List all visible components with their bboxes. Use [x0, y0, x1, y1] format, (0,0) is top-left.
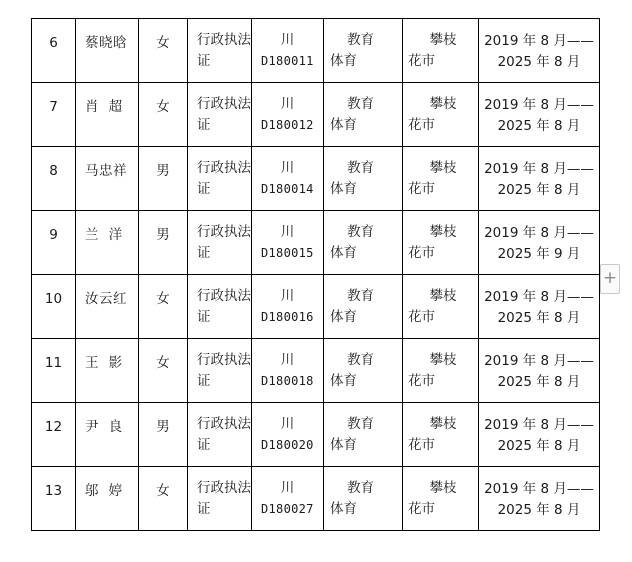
department-cell	[324, 275, 403, 339]
add-row-button[interactable]: +	[600, 264, 620, 294]
department: 教育 体育	[330, 288, 375, 325]
name-cell	[76, 19, 139, 83]
certificate-cell	[188, 19, 252, 83]
certificate-number-cell	[252, 467, 324, 531]
validity-cell	[479, 467, 600, 531]
certificate-number-cell	[252, 275, 324, 339]
officer-name: 马忠祥	[85, 163, 127, 179]
valid-to: 2025 年 8 月	[497, 502, 581, 518]
officer-sex: 男	[156, 163, 170, 179]
table-row	[32, 403, 600, 467]
officer-sex: 女	[156, 483, 170, 499]
name-cell	[76, 403, 139, 467]
valid-from: 2019 年 8 月——	[484, 225, 594, 241]
certificate-province: 川	[280, 480, 295, 496]
sex-cell	[139, 339, 188, 403]
certificate-number: D180016	[261, 310, 314, 324]
department: 教育 体育	[330, 352, 375, 389]
region-cell	[403, 275, 479, 339]
officer-sex: 女	[156, 35, 170, 51]
officer-name: 王 影	[85, 355, 123, 371]
department-cell	[324, 339, 403, 403]
validity-cell	[479, 19, 600, 83]
sex-cell	[139, 403, 188, 467]
certificate-type: 行政执法证	[197, 224, 251, 261]
name-cell	[76, 211, 139, 275]
validity-cell	[479, 339, 600, 403]
department: 教育 体育	[330, 480, 375, 517]
department: 教育 体育	[330, 32, 375, 69]
region: 攀枝 花市	[408, 160, 457, 197]
region-cell	[403, 19, 479, 83]
table-row	[32, 211, 600, 275]
valid-from: 2019 年 8 月——	[484, 161, 594, 177]
certificate-province: 川	[280, 224, 295, 240]
region: 攀枝 花市	[408, 480, 457, 517]
certificate-type: 行政执法证	[197, 352, 251, 389]
valid-from: 2019 年 8 月——	[484, 33, 594, 49]
officer-table	[31, 18, 600, 531]
valid-to: 2025 年 8 月	[497, 438, 581, 454]
department-cell	[324, 467, 403, 531]
valid-to: 2025 年 8 月	[497, 54, 581, 70]
officer-sex: 女	[156, 99, 170, 115]
certificate-type: 行政执法证	[197, 160, 251, 197]
region: 攀枝 花市	[408, 32, 457, 69]
validity-cell	[479, 275, 600, 339]
certificate-cell	[188, 147, 252, 211]
row-index: 10	[32, 275, 76, 339]
validity-cell	[479, 147, 600, 211]
valid-to: 2025 年 8 月	[497, 182, 581, 198]
certificate-province: 川	[280, 32, 295, 48]
valid-from: 2019 年 8 月——	[484, 481, 594, 497]
department: 教育 体育	[330, 96, 375, 133]
certificate-province: 川	[280, 96, 295, 112]
region: 攀枝 花市	[408, 352, 457, 389]
department-cell	[324, 403, 403, 467]
valid-to: 2025 年 9 月	[497, 246, 581, 262]
validity-cell	[479, 83, 600, 147]
sex-cell	[139, 19, 188, 83]
valid-to: 2025 年 8 月	[497, 310, 581, 326]
certificate-cell	[188, 275, 252, 339]
table-row	[32, 339, 600, 403]
officer-sex: 女	[156, 355, 170, 371]
row-index: 13	[32, 467, 76, 531]
valid-to: 2025 年 8 月	[497, 118, 581, 134]
validity-cell	[479, 211, 600, 275]
officer-name: 邬 婷	[85, 483, 123, 499]
certificate-cell	[188, 403, 252, 467]
certificate-number-cell	[252, 147, 324, 211]
certificate-cell	[188, 83, 252, 147]
certificate-number: D180014	[261, 182, 314, 196]
region-cell	[403, 403, 479, 467]
certificate-province: 川	[280, 352, 295, 368]
certificate-type: 行政执法证	[197, 32, 251, 69]
certificate-number-cell	[252, 403, 324, 467]
officer-sex: 男	[156, 419, 170, 435]
officer-name: 兰 洋	[85, 227, 123, 243]
table-row	[32, 83, 600, 147]
sex-cell	[139, 211, 188, 275]
table-row	[32, 275, 600, 339]
region: 攀枝 花市	[408, 416, 457, 453]
table-row	[32, 19, 600, 83]
department: 教育 体育	[330, 416, 375, 453]
name-cell	[76, 467, 139, 531]
certificate-number-cell	[252, 211, 324, 275]
certificate-number: D180015	[261, 246, 314, 260]
sex-cell	[139, 467, 188, 531]
row-index: 11	[32, 339, 76, 403]
validity-cell	[479, 403, 600, 467]
certificate-type: 行政执法证	[197, 480, 251, 517]
sex-cell	[139, 83, 188, 147]
certificate-number-cell	[252, 83, 324, 147]
row-index: 8	[32, 147, 76, 211]
certificate-type: 行政执法证	[197, 416, 251, 453]
certificate-number-cell	[252, 339, 324, 403]
name-cell	[76, 275, 139, 339]
department-cell	[324, 147, 403, 211]
region-cell	[403, 467, 479, 531]
department: 教育 体育	[330, 160, 375, 197]
row-index: 7	[32, 83, 76, 147]
certificate-cell	[188, 467, 252, 531]
valid-from: 2019 年 8 月——	[484, 417, 594, 433]
region: 攀枝 花市	[408, 224, 457, 261]
certificate-number: D180011	[261, 54, 314, 68]
row-index: 9	[32, 211, 76, 275]
valid-from: 2019 年 8 月——	[484, 289, 594, 305]
officer-name: 汝云红	[85, 291, 127, 307]
region-cell	[403, 339, 479, 403]
certificate-province: 川	[280, 288, 295, 304]
name-cell	[76, 339, 139, 403]
officer-sex: 女	[156, 291, 170, 307]
officer-name: 蔡晓晗	[85, 35, 127, 51]
certificate-cell	[188, 211, 252, 275]
department-cell	[324, 83, 403, 147]
table-row	[32, 467, 600, 531]
sex-cell	[139, 147, 188, 211]
region: 攀枝 花市	[408, 96, 457, 133]
row-index: 12	[32, 403, 76, 467]
certificate-province: 川	[280, 416, 295, 432]
table-row	[32, 147, 600, 211]
certificate-type: 行政执法证	[197, 288, 251, 325]
certificate-cell	[188, 339, 252, 403]
certificate-number-cell	[252, 19, 324, 83]
certificate-province: 川	[280, 160, 295, 176]
valid-to: 2025 年 8 月	[497, 374, 581, 390]
region-cell	[403, 147, 479, 211]
department-cell	[324, 211, 403, 275]
valid-from: 2019 年 8 月——	[484, 97, 594, 113]
department: 教育 体育	[330, 224, 375, 261]
region: 攀枝 花市	[408, 288, 457, 325]
name-cell	[76, 147, 139, 211]
certificate-number: D180012	[261, 118, 314, 132]
department-cell	[324, 19, 403, 83]
certificate-number: D180027	[261, 502, 314, 516]
officer-name: 尹 良	[85, 419, 123, 435]
valid-from: 2019 年 8 月——	[484, 353, 594, 369]
officer-sex: 男	[156, 227, 170, 243]
officer-name: 肖 超	[85, 99, 123, 115]
certificate-number: D180018	[261, 374, 314, 388]
region-cell	[403, 211, 479, 275]
certificate-number: D180020	[261, 438, 314, 452]
name-cell	[76, 83, 139, 147]
row-index: 6	[32, 19, 76, 83]
region-cell	[403, 83, 479, 147]
officer-table-body	[32, 19, 600, 531]
sex-cell	[139, 275, 188, 339]
certificate-type: 行政执法证	[197, 96, 251, 133]
